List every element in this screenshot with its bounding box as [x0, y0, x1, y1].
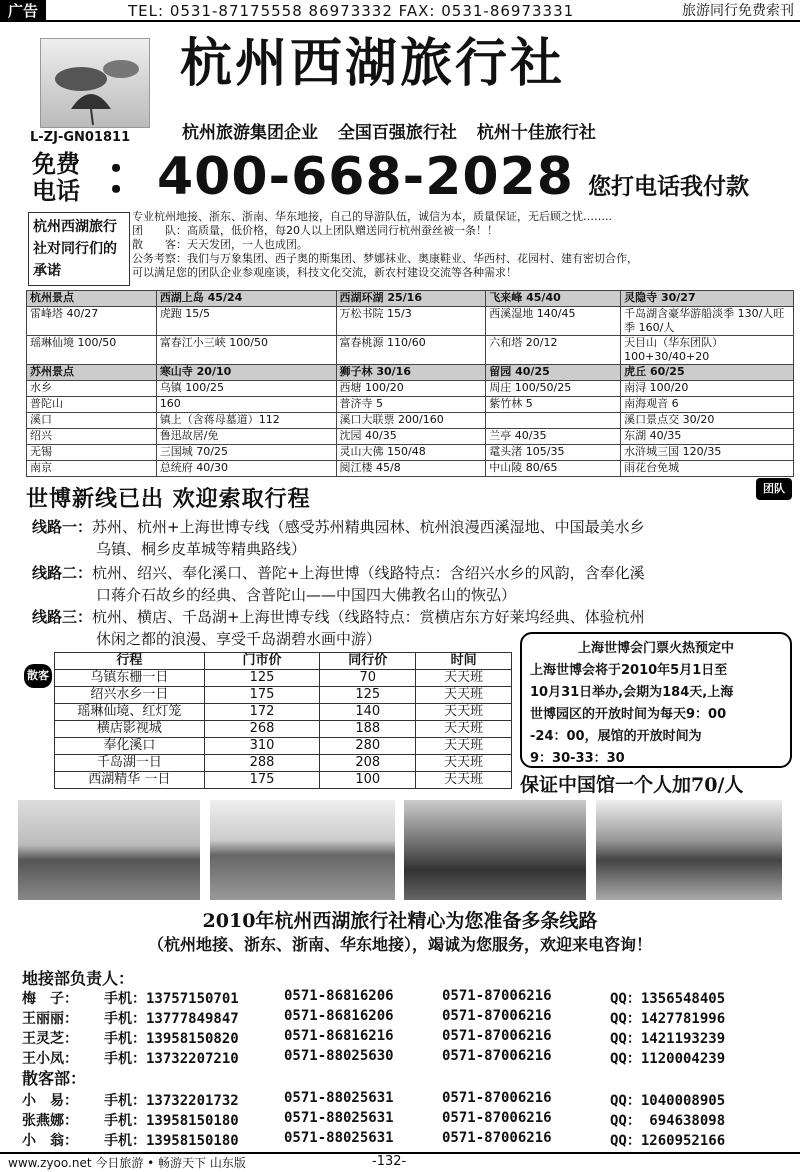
- trip-cell: 天天班: [416, 687, 512, 704]
- top-right-note: 旅游同行免费索刊: [682, 3, 794, 19]
- retail-dept-title: 散客部：: [22, 1069, 87, 1088]
- trip-cell: 280: [320, 738, 416, 755]
- price-row: [27, 413, 794, 429]
- expo-line: 世博园区的开放时间为每天9：00: [530, 707, 727, 722]
- price-cell: 水乡: [27, 381, 157, 397]
- trip-cell: 天天班: [416, 772, 512, 789]
- hotline-number: ：400-668-2028: [104, 147, 574, 207]
- price-cell: 兰亭 40/35: [486, 429, 621, 445]
- contact-tel2: 0571-87006216: [442, 1090, 552, 1106]
- column-header: 门市价: [204, 653, 320, 670]
- price-cell: 鼋头渚 105/35: [486, 445, 621, 461]
- price-cell: 狮子林 30/16: [336, 365, 486, 381]
- ad-tag: 广告: [0, 0, 46, 22]
- contact-name: 王丽丽：: [22, 1011, 78, 1027]
- price-cell: 飞来峰 45/40: [486, 291, 621, 307]
- expo-line: 9：30-33：30: [530, 751, 625, 766]
- contact-mobile: 手机：13958150820: [104, 1031, 239, 1047]
- slogan-line-2: （杭州地接、浙东、浙南、华东地接），竭诚为您服务，欢迎来电咨询！: [147, 935, 652, 954]
- trip-cell: 天天班: [416, 755, 512, 772]
- contact-qq: QQ：1260952166: [610, 1133, 726, 1149]
- contact-qq: QQ：1427781996: [610, 1011, 726, 1027]
- route-item: [32, 562, 796, 606]
- trip-cell: 172: [204, 704, 320, 721]
- price-cell: 寒山寺 20/10: [156, 365, 336, 381]
- individual-tour-badge: 散客: [24, 664, 52, 688]
- trip-cell: 208: [320, 755, 416, 772]
- expo-ticket-box: [520, 632, 792, 768]
- price-cell: 富春江小三峡 100/50: [156, 336, 336, 365]
- promise-line: 公务考察：我们与万象集团、西子奥的斯集团、梦娜袜业、奥康鞋业、华西村、花园村、建有密切合作，: [132, 252, 638, 265]
- price-cell: 160: [156, 397, 336, 413]
- price-cell: 溪口景点交 30/20: [621, 413, 794, 429]
- trip-row: [55, 755, 512, 772]
- footer-site: www.zyoo.net 今日旅游 • 畅游天下 山东版: [8, 1156, 246, 1170]
- price-cell: 镇上（含蒋母墓道）112: [156, 413, 336, 429]
- trip-row: [55, 772, 512, 789]
- price-cell: 中山陵 80/65: [486, 461, 621, 477]
- trip-cell: 268: [204, 721, 320, 738]
- trip-cell: 西湖精华 一日: [55, 772, 205, 789]
- price-cell: 紫竹林 5: [486, 397, 621, 413]
- price-cell: 瑶琳仙境 100/50: [27, 336, 157, 365]
- attraction-price-table: [26, 290, 794, 477]
- page-number: -132-: [372, 1154, 407, 1169]
- trip-cell: 天天班: [416, 670, 512, 687]
- trip-row: [55, 704, 512, 721]
- price-row: [27, 336, 794, 365]
- price-cell: 六和塔 20/12: [486, 336, 621, 365]
- hotline-note: 您打电话我付款: [588, 173, 749, 200]
- contact-row: [22, 1110, 798, 1130]
- price-cell: 东湖 40/35: [621, 429, 794, 445]
- contact-mobile: 手机：13958150180: [104, 1133, 239, 1149]
- route-text: 苏州、杭州+上海世博专线（感受苏州精典园林、杭州浪漫西溪湿地、中国最美水乡: [92, 518, 645, 536]
- contact-qq: QQ：1120004239: [610, 1051, 726, 1067]
- day-trip-table: [54, 652, 512, 789]
- trip-cell: 奉化溪口: [55, 738, 205, 755]
- price-cell: 阅江楼 45/8: [336, 461, 486, 477]
- slogan-line-1: 2010年杭州西湖旅行社精心为您准备多条线路: [202, 910, 598, 932]
- price-cell: 周庄 100/50/25: [486, 381, 621, 397]
- contact-row: [22, 1090, 798, 1110]
- column-header: 时间: [416, 653, 512, 670]
- trip-cell: 175: [204, 772, 320, 789]
- contact-name: 小 易：: [22, 1093, 78, 1109]
- price-row: [27, 365, 794, 381]
- contact-mobile: 手机：13732201732: [104, 1093, 239, 1109]
- price-cell: 南京: [27, 461, 157, 477]
- price-cell: 无锡: [27, 445, 157, 461]
- trip-cell: 175: [204, 687, 320, 704]
- price-cell: 留园 40/25: [486, 365, 621, 381]
- price-cell: 溪口大联票 200/160: [336, 413, 486, 429]
- contact-tel1: 0571-86816206: [284, 988, 394, 1004]
- trip-cell: 千岛湖一日: [55, 755, 205, 772]
- price-cell: 万松书院 15/3: [336, 307, 486, 336]
- price-cell: 西溪湿地 140/45: [486, 307, 621, 336]
- price-cell: 三国城 70/25: [156, 445, 336, 461]
- price-cell: 西湖上岛 45/24: [156, 291, 336, 307]
- promise-text: [132, 210, 792, 280]
- trip-row: [55, 738, 512, 755]
- price-cell: 虎丘 60/25: [621, 365, 794, 381]
- route-label: 线路一：: [32, 518, 93, 536]
- price-cell: 普济寺 5: [336, 397, 486, 413]
- contact-mobile: 手机：13777849847: [104, 1011, 239, 1027]
- promise-line: 可以满足您的团队企业参观座谈，科技文化交流，新农村建设交流等各种需求！: [132, 266, 517, 279]
- price-cell: 水浒城三国 120/35: [621, 445, 794, 461]
- route-label: 线路二：: [32, 564, 93, 582]
- price-cell: 绍兴: [27, 429, 157, 445]
- contact-tel2: 0571-87006216: [442, 1130, 552, 1146]
- trip-cell: 125: [320, 687, 416, 704]
- price-cell: [486, 413, 621, 429]
- expo-line: -24：00，展馆的开放时间为: [530, 729, 702, 744]
- route-label: 线路三：: [32, 608, 93, 626]
- price-row: [27, 429, 794, 445]
- promise-line: 团 队：高质量，低价格，每20人以上团队赠送同行杭州蚕丝被一条！！: [132, 224, 498, 237]
- contact-row: [22, 1130, 798, 1150]
- contact-qq: QQ： 694638098: [610, 1113, 726, 1129]
- price-cell: 南海观音 6: [621, 397, 794, 413]
- contact-tel2: 0571-87006216: [442, 1028, 552, 1044]
- water-town-photo: [404, 800, 586, 900]
- price-cell: 沈园 40/35: [336, 429, 486, 445]
- contact-name: 张燕娜：: [22, 1113, 78, 1129]
- promise-line: 散 客：天天发团，一人也成团。: [132, 238, 308, 251]
- price-cell: 灵隐寺 30/27: [621, 291, 794, 307]
- contact-tel2: 0571-87006216: [442, 1008, 552, 1024]
- local-dept-title: 地接部负责人：: [22, 969, 135, 988]
- route-text-cont: 口蒋介石故乡的经典、含普陀山——中国四大佛教名山的恢弘）: [96, 586, 517, 604]
- expo-line: 上海世博会将于2010年5月1日至: [530, 663, 728, 678]
- trip-cell: 天天班: [416, 721, 512, 738]
- price-row: [27, 291, 794, 307]
- contact-qq: QQ：1040008905: [610, 1093, 726, 1109]
- promise-label: 杭州西湖旅行社对同行们的承诺: [28, 212, 130, 286]
- trip-row: [55, 721, 512, 738]
- promise-line: 专业杭州地接、浙东、浙南、华东地接，自己的导游队伍，诚信为本，质量保证，无后顾之忧……..: [132, 210, 612, 223]
- contact-row: [22, 988, 798, 1008]
- trip-cell: 100: [320, 772, 416, 789]
- trip-cell: 188: [320, 721, 416, 738]
- price-cell: 西塘 100/20: [336, 381, 486, 397]
- contact-tel2: 0571-87006216: [442, 1110, 552, 1126]
- price-cell: 富春桃源 110/60: [336, 336, 486, 365]
- column-header: 同行价: [320, 653, 416, 670]
- contact-mobile: 手机：13757150701: [104, 991, 239, 1007]
- contact-tel1: 0571-88025631: [284, 1090, 394, 1106]
- expo-heading: 上海世博会门票火热预定中: [577, 641, 734, 656]
- price-row: [27, 397, 794, 413]
- trip-row: [55, 670, 512, 687]
- contact-qq: QQ：1356548405: [610, 991, 726, 1007]
- route-text-cont: 休闲之都的浪漫、享受千岛湖碧水画中游）: [96, 630, 382, 648]
- free-call-label: 免费电话: [32, 149, 80, 205]
- contact-tel1: 0571-86816216: [284, 1028, 394, 1044]
- price-row: [27, 461, 794, 477]
- page-title: 杭州西湖旅行社: [180, 33, 566, 94]
- price-cell: 普陀山: [27, 397, 157, 413]
- price-cell: 雷峰塔 40/27: [27, 307, 157, 336]
- trip-cell: 瑶琳仙境、红灯笼: [55, 704, 205, 721]
- lake-pavilion-photo: [596, 800, 782, 900]
- contact-tel2: 0571-87006216: [442, 1048, 552, 1064]
- trip-cell: 天天班: [416, 704, 512, 721]
- trip-cell: 125: [204, 670, 320, 687]
- price-cell: 杭州景点: [27, 291, 157, 307]
- price-cell: 灵山大佛 150/48: [336, 445, 486, 461]
- price-row: [27, 445, 794, 461]
- column-header: 行程: [55, 653, 205, 670]
- top-contact: TEL: 0531-87175558 86973332 FAX: 0531-86973331: [128, 2, 575, 20]
- contact-tel1: 0571-86816206: [284, 1008, 394, 1024]
- trip-cell: 天天班: [416, 738, 512, 755]
- price-cell: 鲁迅故居/免: [156, 429, 336, 445]
- trip-cell: 70: [320, 670, 416, 687]
- contact-tel1: 0571-88025630: [284, 1048, 394, 1064]
- route-text: 杭州、横店、千岛湖+上海世博专线（线路特点：赏横店东方好莱坞经典、体验杭州: [92, 608, 645, 626]
- price-cell: 西湖环湖 25/16: [336, 291, 486, 307]
- contact-name: 王小凤：: [22, 1051, 78, 1067]
- contact-name: 小 翁：: [22, 1133, 78, 1149]
- contact-row: [22, 1028, 798, 1048]
- pagoda-photo: [210, 800, 395, 900]
- license-number: L-ZJ-GN01811: [30, 130, 131, 145]
- price-cell: 千岛湖含豪华游船淡季 130/人旺季 160/人: [621, 307, 794, 336]
- contact-mobile: 手机：13732207210: [104, 1051, 239, 1067]
- expo-route-banner: 世博新线已出 欢迎索取行程: [26, 486, 311, 512]
- price-cell: 虎跑 15/5: [156, 307, 336, 336]
- route-text: 杭州、绍兴、奉化溪口、普陀+上海世博（线路特点：含绍兴水乡的风韵，含奉化溪: [92, 564, 645, 582]
- bridge-photo: [18, 800, 200, 900]
- trip-cell: 140: [320, 704, 416, 721]
- lotus-logo-image: [40, 38, 150, 128]
- price-cell: 乌镇 100/25: [156, 381, 336, 397]
- contact-mobile: 手机：13958150180: [104, 1113, 239, 1129]
- price-row: [27, 381, 794, 397]
- price-cell: 总统府 40/30: [156, 461, 336, 477]
- trip-cell: 绍兴水乡一日: [55, 687, 205, 704]
- expo-line: 10月31日举办,会期为184天,上海: [530, 685, 734, 700]
- price-cell: 苏州景点: [27, 365, 157, 381]
- contact-tel1: 0571-88025631: [284, 1110, 394, 1126]
- trip-row: [55, 687, 512, 704]
- route-item: [32, 516, 796, 560]
- trip-cell: 288: [204, 755, 320, 772]
- price-cell: 天目山（华东团队） 100+30/40+20: [621, 336, 794, 365]
- price-cell: 南浔 100/20: [621, 381, 794, 397]
- contact-qq: QQ：1421193239: [610, 1031, 726, 1047]
- trip-cell: 310: [204, 738, 320, 755]
- contact-tel1: 0571-88025631: [284, 1130, 394, 1146]
- contact-row: [22, 1008, 798, 1028]
- route-text-cont: 乌镇、桐乡皮革城等精典路线）: [96, 540, 307, 558]
- price-cell: 雨花台免城: [621, 461, 794, 477]
- contact-name: 王灵芝：: [22, 1031, 78, 1047]
- group-badge: 团队: [756, 478, 792, 500]
- trip-cell: 横店影视城: [55, 721, 205, 738]
- price-row: [27, 307, 794, 336]
- trip-cell: 乌镇东栅一日: [55, 670, 205, 687]
- expo-slogan: 保证中国馆一个人加70/人: [520, 774, 744, 796]
- contact-row: [22, 1048, 798, 1068]
- price-cell: 溪口: [27, 413, 157, 429]
- subtitle: 杭州旅游集团企业 全国百强旅行社 杭州十佳旅行社: [182, 123, 596, 143]
- contact-tel2: 0571-87006216: [442, 988, 552, 1004]
- contact-name: 梅 子：: [22, 991, 78, 1007]
